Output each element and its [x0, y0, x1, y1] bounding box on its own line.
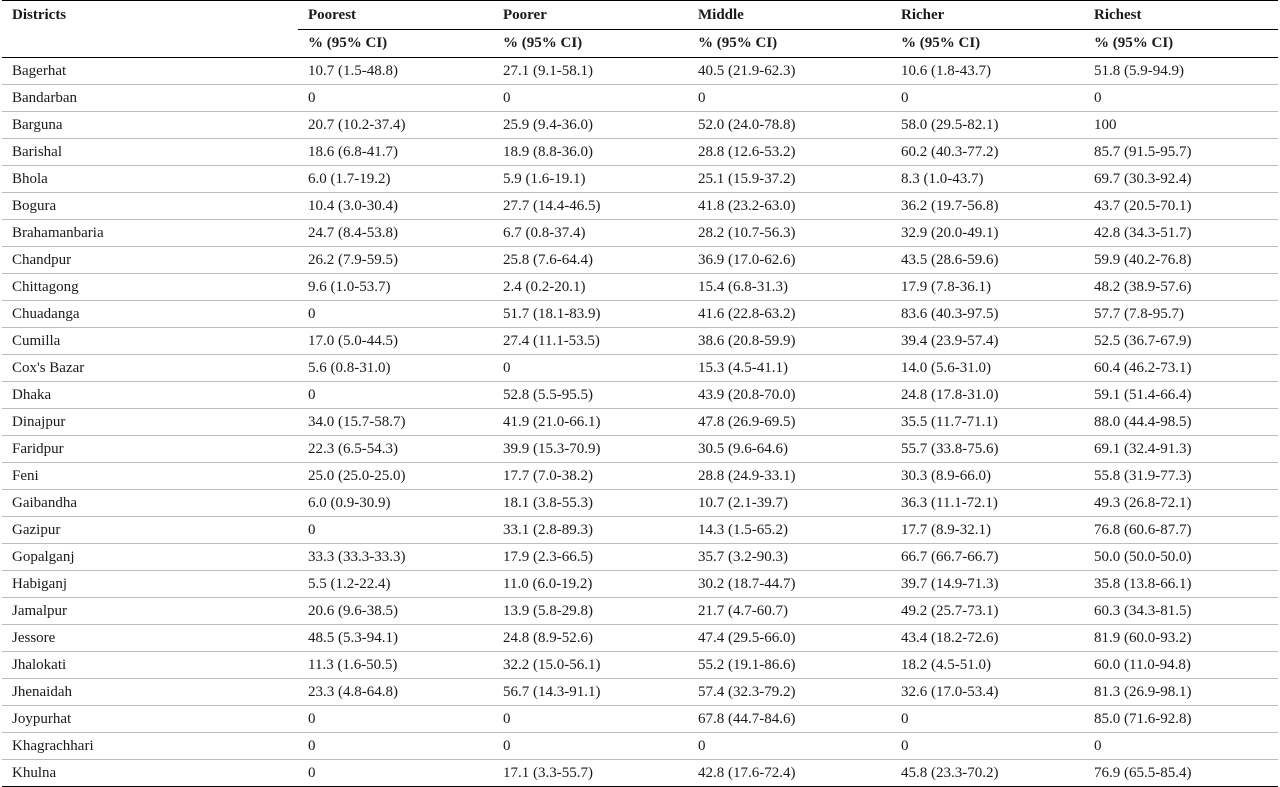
table-row — [2, 517, 1278, 544]
richest-cell: 69.1 (32.4-91.3) — [1084, 436, 1278, 463]
middle-cell: 36.9 (17.0-62.6) — [688, 247, 891, 274]
poorer-cell: 0 — [493, 85, 688, 112]
middle-cell: 15.4 (6.8-31.3) — [688, 274, 891, 301]
district-cell: Khulna — [2, 760, 298, 787]
middle-cell: 43.9 (20.8-70.0) — [688, 382, 891, 409]
district-cell: Cox's Bazar — [2, 355, 298, 382]
poorest-cell: 18.6 (6.8-41.7) — [298, 139, 493, 166]
poorest-cell: 0 — [298, 760, 493, 787]
district-cell: Chuadanga — [2, 301, 298, 328]
poorest-cell: 48.5 (5.3-94.1) — [298, 625, 493, 652]
district-cell: Gazipur — [2, 517, 298, 544]
table-row — [2, 625, 1278, 652]
poorest-cell: 17.0 (5.0-44.5) — [298, 328, 493, 355]
middle-cell: 41.8 (23.2-63.0) — [688, 193, 891, 220]
district-cell: Bogura — [2, 193, 298, 220]
poorest-cell: 20.7 (10.2-37.4) — [298, 112, 493, 139]
poorer-cell: 39.9 (15.3-70.9) — [493, 436, 688, 463]
richer-cell: 8.3 (1.0-43.7) — [891, 166, 1084, 193]
table-row — [2, 571, 1278, 598]
richest-cell: 76.9 (65.5-85.4) — [1084, 760, 1278, 787]
middle-cell: 28.8 (24.9-33.1) — [688, 463, 891, 490]
middle-cell: 30.2 (18.7-44.7) — [688, 571, 891, 598]
district-cell: Jhenaidah — [2, 679, 298, 706]
column-header-poorer: Poorer — [493, 1, 688, 30]
district-cell: Chittagong — [2, 274, 298, 301]
richer-cell: 58.0 (29.5-82.1) — [891, 112, 1084, 139]
districts-wealth-table — [2, 0, 1278, 787]
poorer-cell: 18.9 (8.8-36.0) — [493, 139, 688, 166]
poorest-cell: 5.5 (1.2-22.4) — [298, 571, 493, 598]
poorer-cell: 27.4 (11.1-53.5) — [493, 328, 688, 355]
subheader-row — [2, 30, 1278, 58]
poorest-cell: 0 — [298, 706, 493, 733]
poorer-cell: 25.9 (9.4-36.0) — [493, 112, 688, 139]
district-cell: Jessore — [2, 625, 298, 652]
column-header-districts: Districts — [2, 1, 298, 30]
district-cell: Bandarban — [2, 85, 298, 112]
poorest-cell: 10.4 (3.0-30.4) — [298, 193, 493, 220]
poorer-cell: 13.9 (5.8-29.8) — [493, 598, 688, 625]
richer-cell: 17.9 (7.8-36.1) — [891, 274, 1084, 301]
middle-cell: 38.6 (20.8-59.9) — [688, 328, 891, 355]
richer-cell: 0 — [891, 706, 1084, 733]
poorest-cell: 26.2 (7.9-59.5) — [298, 247, 493, 274]
poorer-cell: 0 — [493, 706, 688, 733]
richer-cell: 24.8 (17.8-31.0) — [891, 382, 1084, 409]
middle-cell: 10.7 (2.1-39.7) — [688, 490, 891, 517]
subheader-poorer: % (95% CI) — [493, 30, 688, 58]
column-header-richest: Richest — [1084, 1, 1278, 30]
richest-cell: 60.3 (34.3-81.5) — [1084, 598, 1278, 625]
richest-cell: 60.4 (46.2-73.1) — [1084, 355, 1278, 382]
poorer-cell: 27.7 (14.4-46.5) — [493, 193, 688, 220]
middle-cell: 28.2 (10.7-56.3) — [688, 220, 891, 247]
richer-cell: 36.2 (19.7-56.8) — [891, 193, 1084, 220]
table-row — [2, 274, 1278, 301]
poorer-cell: 0 — [493, 355, 688, 382]
district-cell: Cumilla — [2, 328, 298, 355]
richest-cell: 0 — [1084, 85, 1278, 112]
district-cell: Faridpur — [2, 436, 298, 463]
poorest-cell: 24.7 (8.4-53.8) — [298, 220, 493, 247]
richest-cell: 85.0 (71.6-92.8) — [1084, 706, 1278, 733]
richer-cell: 18.2 (4.5-51.0) — [891, 652, 1084, 679]
district-cell: Dhaka — [2, 382, 298, 409]
poorer-cell: 17.7 (7.0-38.2) — [493, 463, 688, 490]
richer-cell: 83.6 (40.3-97.5) — [891, 301, 1084, 328]
richest-cell: 88.0 (44.4-98.5) — [1084, 409, 1278, 436]
column-header-richer: Richer — [891, 1, 1084, 30]
poorest-cell: 9.6 (1.0-53.7) — [298, 274, 493, 301]
richer-cell: 0 — [891, 733, 1084, 760]
richer-cell: 32.6 (17.0-53.4) — [891, 679, 1084, 706]
richer-cell: 43.4 (18.2-72.6) — [891, 625, 1084, 652]
richer-cell: 14.0 (5.6-31.0) — [891, 355, 1084, 382]
district-cell: Jamalpur — [2, 598, 298, 625]
richer-cell: 49.2 (25.7-73.1) — [891, 598, 1084, 625]
district-cell: Barishal — [2, 139, 298, 166]
poorer-cell: 11.0 (6.0-19.2) — [493, 571, 688, 598]
table-row — [2, 220, 1278, 247]
poorest-cell: 33.3 (33.3-33.3) — [298, 544, 493, 571]
column-header-middle: Middle — [688, 1, 891, 30]
table-row — [2, 409, 1278, 436]
poorest-cell: 23.3 (4.8-64.8) — [298, 679, 493, 706]
richer-cell: 36.3 (11.1-72.1) — [891, 490, 1084, 517]
poorer-cell: 56.7 (14.3-91.1) — [493, 679, 688, 706]
richer-cell: 43.5 (28.6-59.6) — [891, 247, 1084, 274]
district-cell: Feni — [2, 463, 298, 490]
middle-cell: 47.8 (26.9-69.5) — [688, 409, 891, 436]
richest-cell: 51.8 (5.9-94.9) — [1084, 58, 1278, 85]
richest-cell: 57.7 (7.8-95.7) — [1084, 301, 1278, 328]
middle-cell: 67.8 (44.7-84.6) — [688, 706, 891, 733]
middle-cell: 14.3 (1.5-65.2) — [688, 517, 891, 544]
richest-cell: 52.5 (36.7-67.9) — [1084, 328, 1278, 355]
poorer-cell: 33.1 (2.8-89.3) — [493, 517, 688, 544]
table-row — [2, 382, 1278, 409]
richest-cell: 55.8 (31.9-77.3) — [1084, 463, 1278, 490]
middle-cell: 25.1 (15.9-37.2) — [688, 166, 891, 193]
table-row — [2, 58, 1278, 85]
poorest-cell: 5.6 (0.8-31.0) — [298, 355, 493, 382]
table-row — [2, 679, 1278, 706]
district-cell: Chandpur — [2, 247, 298, 274]
middle-cell: 0 — [688, 85, 891, 112]
header-row — [2, 1, 1278, 30]
richer-cell: 45.8 (23.3-70.2) — [891, 760, 1084, 787]
richer-cell: 66.7 (66.7-66.7) — [891, 544, 1084, 571]
column-header-poorest: Poorest — [298, 1, 493, 30]
richest-cell: 81.3 (26.9-98.1) — [1084, 679, 1278, 706]
richer-cell: 35.5 (11.7-71.1) — [891, 409, 1084, 436]
district-cell: Bagerhat — [2, 58, 298, 85]
district-cell: Gaibandha — [2, 490, 298, 517]
table-row — [2, 247, 1278, 274]
middle-cell: 47.4 (29.5-66.0) — [688, 625, 891, 652]
poorest-cell: 10.7 (1.5-48.8) — [298, 58, 493, 85]
poorest-cell: 20.6 (9.6-38.5) — [298, 598, 493, 625]
poorer-cell: 0 — [493, 733, 688, 760]
district-cell: Habiganj — [2, 571, 298, 598]
poorer-cell: 17.9 (2.3-66.5) — [493, 544, 688, 571]
table-row — [2, 355, 1278, 382]
richest-cell: 49.3 (26.8-72.1) — [1084, 490, 1278, 517]
table-row — [2, 301, 1278, 328]
richest-cell: 76.8 (60.6-87.7) — [1084, 517, 1278, 544]
poorest-cell: 0 — [298, 382, 493, 409]
table-row — [2, 706, 1278, 733]
poorer-cell: 25.8 (7.6-64.4) — [493, 247, 688, 274]
richest-cell: 0 — [1084, 733, 1278, 760]
table-row — [2, 85, 1278, 112]
richest-cell: 50.0 (50.0-50.0) — [1084, 544, 1278, 571]
table-row — [2, 733, 1278, 760]
table-row — [2, 463, 1278, 490]
table-row — [2, 112, 1278, 139]
district-cell: Brahamanbaria — [2, 220, 298, 247]
richer-cell: 17.7 (8.9-32.1) — [891, 517, 1084, 544]
subheader-poorest: % (95% CI) — [298, 30, 493, 58]
middle-cell: 21.7 (4.7-60.7) — [688, 598, 891, 625]
richest-cell: 69.7 (30.3-92.4) — [1084, 166, 1278, 193]
table-header — [2, 1, 1278, 58]
table-row — [2, 166, 1278, 193]
richest-cell: 81.9 (60.0-93.2) — [1084, 625, 1278, 652]
table-row — [2, 652, 1278, 679]
middle-cell: 55.2 (19.1-86.6) — [688, 652, 891, 679]
richer-cell: 32.9 (20.0-49.1) — [891, 220, 1084, 247]
poorest-cell: 0 — [298, 733, 493, 760]
district-cell: Jhalokati — [2, 652, 298, 679]
poorest-cell: 6.0 (1.7-19.2) — [298, 166, 493, 193]
poorer-cell: 18.1 (3.8-55.3) — [493, 490, 688, 517]
poorer-cell: 5.9 (1.6-19.1) — [493, 166, 688, 193]
richest-cell: 85.7 (91.5-95.7) — [1084, 139, 1278, 166]
poorest-cell: 6.0 (0.9-30.9) — [298, 490, 493, 517]
richest-cell: 100 — [1084, 112, 1278, 139]
poorest-cell: 0 — [298, 301, 493, 328]
subheader-districts — [2, 30, 298, 58]
district-cell: Dinajpur — [2, 409, 298, 436]
richest-cell: 59.9 (40.2-76.8) — [1084, 247, 1278, 274]
richest-cell: 43.7 (20.5-70.1) — [1084, 193, 1278, 220]
district-cell: Barguna — [2, 112, 298, 139]
subheader-middle: % (95% CI) — [688, 30, 891, 58]
poorest-cell: 0 — [298, 517, 493, 544]
middle-cell: 15.3 (4.5-41.1) — [688, 355, 891, 382]
richer-cell: 39.4 (23.9-57.4) — [891, 328, 1084, 355]
table-row — [2, 139, 1278, 166]
table-row — [2, 490, 1278, 517]
table-row — [2, 760, 1278, 787]
table-row — [2, 328, 1278, 355]
richest-cell: 59.1 (51.4-66.4) — [1084, 382, 1278, 409]
poorest-cell: 11.3 (1.6-50.5) — [298, 652, 493, 679]
middle-cell: 30.5 (9.6-64.6) — [688, 436, 891, 463]
district-cell: Khagrachhari — [2, 733, 298, 760]
poorer-cell: 24.8 (8.9-52.6) — [493, 625, 688, 652]
table-row — [2, 544, 1278, 571]
middle-cell: 57.4 (32.3-79.2) — [688, 679, 891, 706]
middle-cell: 40.5 (21.9-62.3) — [688, 58, 891, 85]
poorest-cell: 0 — [298, 85, 493, 112]
middle-cell: 41.6 (22.8-63.2) — [688, 301, 891, 328]
richest-cell: 60.0 (11.0-94.8) — [1084, 652, 1278, 679]
richest-cell: 35.8 (13.8-66.1) — [1084, 571, 1278, 598]
poorer-cell: 32.2 (15.0-56.1) — [493, 652, 688, 679]
district-cell: Gopalganj — [2, 544, 298, 571]
table-row — [2, 436, 1278, 463]
richest-cell: 48.2 (38.9-57.6) — [1084, 274, 1278, 301]
poorest-cell: 22.3 (6.5-54.3) — [298, 436, 493, 463]
subheader-richest: % (95% CI) — [1084, 30, 1278, 58]
middle-cell: 28.8 (12.6-53.2) — [688, 139, 891, 166]
middle-cell: 0 — [688, 733, 891, 760]
richer-cell: 30.3 (8.9-66.0) — [891, 463, 1084, 490]
poorest-cell: 34.0 (15.7-58.7) — [298, 409, 493, 436]
richer-cell: 60.2 (40.3-77.2) — [891, 139, 1084, 166]
poorer-cell: 27.1 (9.1-58.1) — [493, 58, 688, 85]
subheader-richer: % (95% CI) — [891, 30, 1084, 58]
middle-cell: 35.7 (3.2-90.3) — [688, 544, 891, 571]
poorer-cell: 52.8 (5.5-95.5) — [493, 382, 688, 409]
richer-cell: 39.7 (14.9-71.3) — [891, 571, 1084, 598]
middle-cell: 52.0 (24.0-78.8) — [688, 112, 891, 139]
district-cell: Bhola — [2, 166, 298, 193]
table-body — [2, 58, 1278, 787]
richer-cell: 0 — [891, 85, 1084, 112]
poorer-cell: 51.7 (18.1-83.9) — [493, 301, 688, 328]
richer-cell: 55.7 (33.8-75.6) — [891, 436, 1084, 463]
district-cell: Joypurhat — [2, 706, 298, 733]
poorer-cell: 6.7 (0.8-37.4) — [493, 220, 688, 247]
poorest-cell: 25.0 (25.0-25.0) — [298, 463, 493, 490]
poorer-cell: 2.4 (0.2-20.1) — [493, 274, 688, 301]
richest-cell: 42.8 (34.3-51.7) — [1084, 220, 1278, 247]
poorer-cell: 17.1 (3.3-55.7) — [493, 760, 688, 787]
table-row — [2, 193, 1278, 220]
table-row — [2, 598, 1278, 625]
middle-cell: 42.8 (17.6-72.4) — [688, 760, 891, 787]
poorer-cell: 41.9 (21.0-66.1) — [493, 409, 688, 436]
richer-cell: 10.6 (1.8-43.7) — [891, 58, 1084, 85]
